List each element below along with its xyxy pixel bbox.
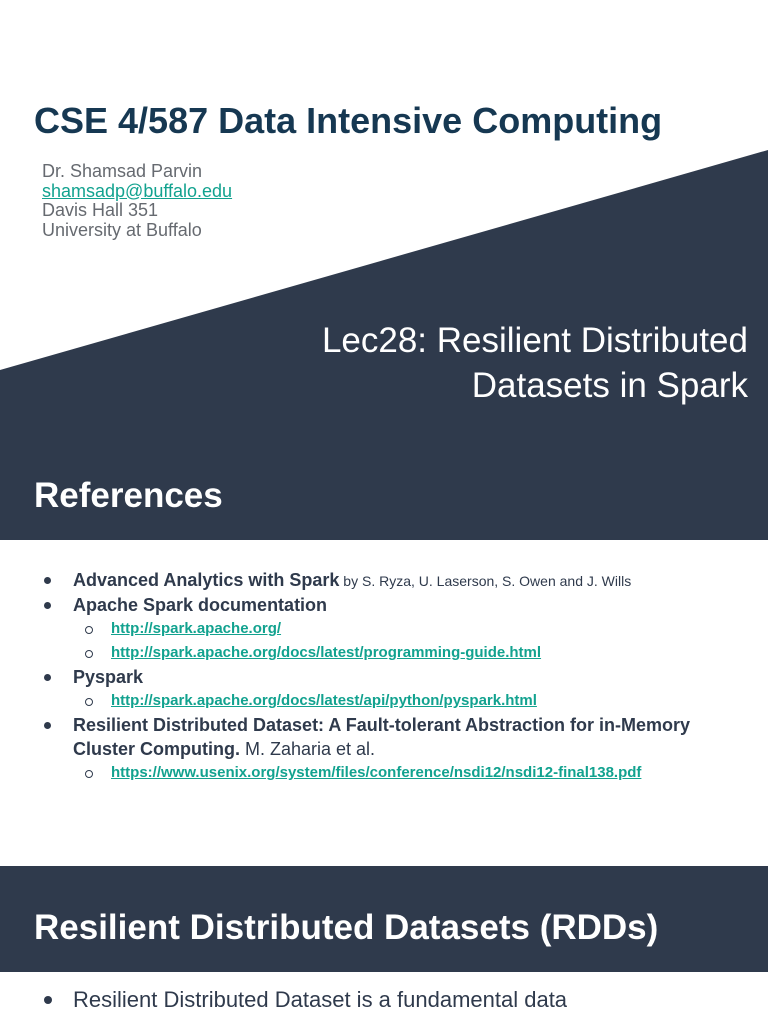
lecture-title-line1: Lec28: Resilient Distributed xyxy=(321,321,748,360)
reference-title: Apache Spark documentation xyxy=(73,595,328,615)
reference-item xyxy=(42,713,733,785)
reference-item xyxy=(42,593,733,665)
instructor-university: University at Buffalo xyxy=(42,219,202,240)
reference-item xyxy=(42,568,733,593)
references-list xyxy=(42,568,733,785)
reference-title: Pyspark xyxy=(73,667,144,687)
reference-link[interactable]: http://spark.apache.org/docs/latest/api/python/pyspark.html xyxy=(111,692,537,709)
references-slide xyxy=(0,540,768,866)
instructor-email-link[interactable]: shamsadp@buffalo.edu xyxy=(42,180,233,201)
reference-title: Resilient Distributed Dataset: A Fault-tolerant Abstraction for in-Memory Cluster Computing. xyxy=(73,715,691,759)
reference-link-item xyxy=(111,617,733,641)
reference-link-item xyxy=(111,689,733,713)
rdd-heading: Resilient Distributed Datasets (RDDs) xyxy=(34,908,659,947)
reference-authors: by S. Ryza, U. Laserson, S. Owen and J. Wills xyxy=(339,573,632,589)
rdd-bullets xyxy=(42,986,567,1014)
reference-link-item xyxy=(111,761,733,785)
reference-links xyxy=(73,617,733,665)
reference-link[interactable]: http://spark.apache.org/docs/latest/programming-guide.html xyxy=(111,644,542,661)
instructor-office: Davis Hall 351 xyxy=(42,200,159,220)
rdd-bullet: Resilient Distributed Dataset is a fundamental data xyxy=(42,986,567,1014)
reference-link[interactable]: http://spark.apache.org/ xyxy=(111,620,282,637)
references-heading: References xyxy=(34,476,223,515)
reference-link[interactable]: https://www.usenix.org/system/files/conference/nsdi12/nsdi12-final138.pdf xyxy=(111,764,642,781)
references-header xyxy=(0,440,768,540)
reference-link-item xyxy=(111,641,733,665)
course-title: CSE 4/587 Data Intensive Computing xyxy=(34,100,663,141)
rdd-header xyxy=(0,866,768,972)
reference-title: Advanced Analytics with Spark xyxy=(73,570,340,590)
instructor-info xyxy=(42,162,232,240)
instructor-name: Dr. Shamsad Parvin xyxy=(42,161,203,181)
lecture-title-line2: Datasets in Spark xyxy=(471,366,748,405)
reference-authors: M. Zaharia et al. xyxy=(240,739,376,759)
lecture-title xyxy=(322,318,748,408)
reference-links xyxy=(73,689,733,713)
reference-links xyxy=(73,761,733,785)
reference-item xyxy=(42,665,733,713)
